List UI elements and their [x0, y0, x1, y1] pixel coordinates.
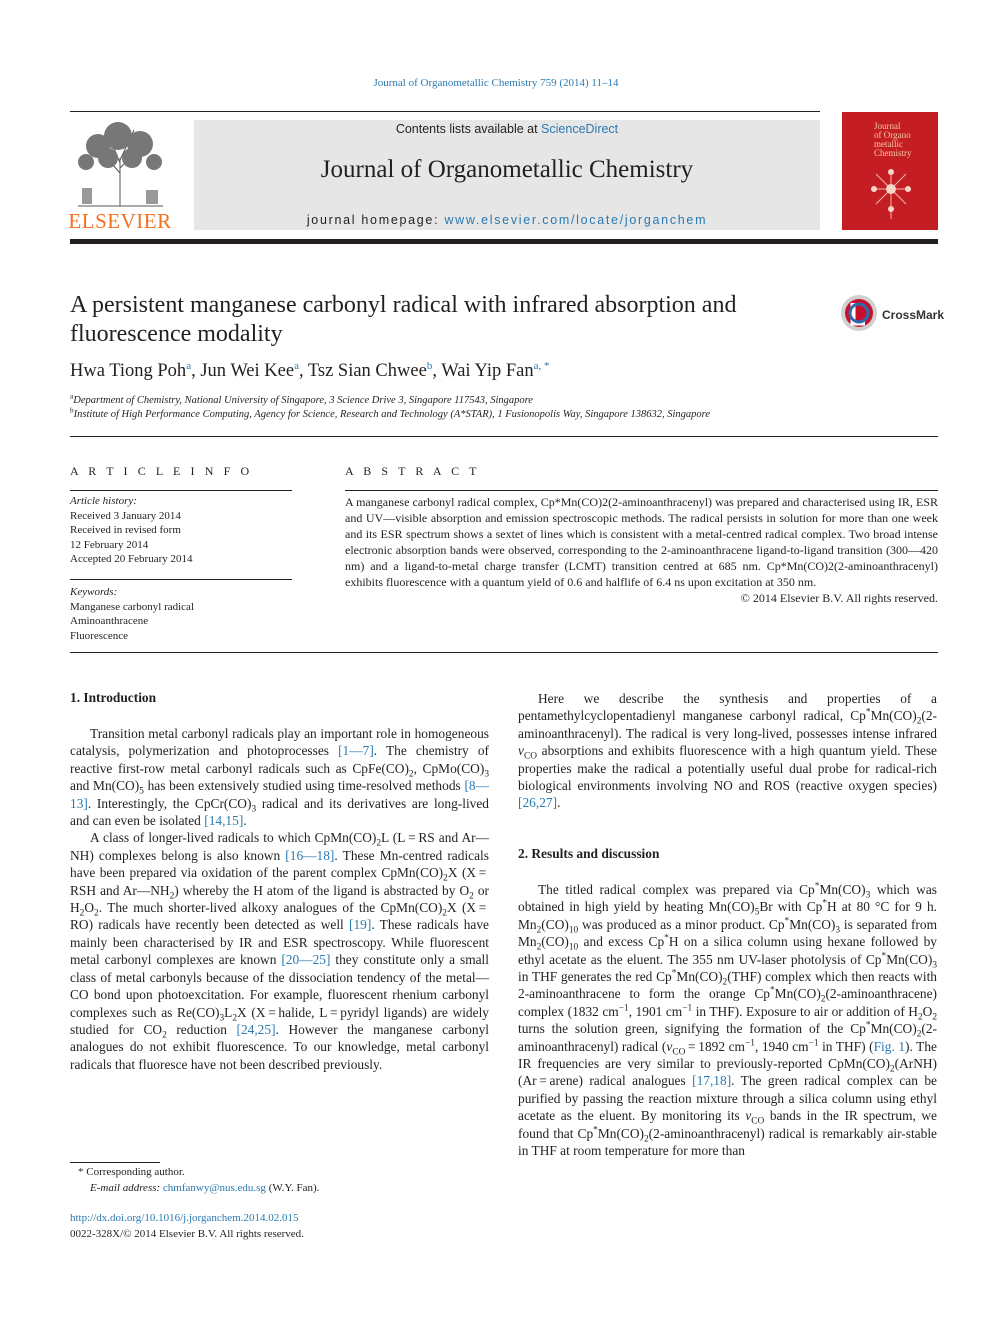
- introduction-body: Transition metal carbonyl radicals play an important role in homogeneous catalysis, polymerization and photoprocesses [1—7]. The chemistry of reactive first-row metal carbonyl radicals such as $CpFe(CO)_2$, $CpMo(CO)_3$ and $Mn(CO)_5$ has been extensively studied using time-resolved methods [8—13]. Interestingly, the $CpCr(CO)_3$ radical and its derivatives are long-lived and can even be isolated [14,15]. A class of longer-lived radicals to which $CpMn(CO)_2L$ (L = RS and Ar—NH) complexes belong is also known [16—18]. These Mn-centred radicals have been prepared via oxidation of the parent complex $CpMn(CO)_2X$ (X = RSH and $Ar—NH_2$) whereby the H atom of the ligand is abstracted by $O_2$ or $H_2O_2$. The much shorter-lived alkoxy analogues of the $CpMn(CO)_2X$ (X = RO) radicals have recently been detected as well [19]. These radicals have mainly been characterised by IR and ESR spectroscopy. While fluorescent metal carbonyl complexes are known [20—25] they constitute only a small class of metal carbonyls because of the dissociation tendency of the metal—CO bond upon photoexcitation. For example, fluorescent rhenium carbonyl complexes such as $Re(CO)_3L_2X$ (X = halide, L = pyridyl ligands) are widely studied for $CO_2$ reduction [24,25]. However the manganese carbonyl analogues do not exhibit fluorescence. To our knowledge, metal carbonyl radicals that fluoresce have not been described previously.: [70, 726, 490, 1072]
- author-affiliation-sup[interactable]: a: [294, 359, 299, 372]
- citation-link[interactable]: [17,18]: [692, 1073, 732, 1089]
- elsevier-logo: [68, 118, 172, 234]
- keyword: Fluorescence: [70, 629, 129, 642]
- homepage-line: [194, 213, 820, 227]
- author-affiliation-sup[interactable]: b: [426, 359, 433, 372]
- homepage-prefix: journal homepage:: [306, 213, 445, 227]
- footnote-rule: [70, 1162, 160, 1163]
- citation-link[interactable]: [24,25]: [236, 1021, 276, 1037]
- keywords: Keywords: Manganese carbonyl radical Aminoanthracene Fluorescence: [70, 586, 194, 642]
- email-note: E-mail address: chmfanwy@nus.edu.sg (W.Y. Fan).: [90, 1181, 320, 1194]
- abstract-rule: [345, 490, 938, 491]
- author-name: Jun Wei Kee: [200, 361, 295, 381]
- info-rule: [70, 490, 292, 491]
- crossmark-label: CrossMark: [882, 308, 945, 322]
- author-name: Wai Yip Fan: [441, 361, 534, 381]
- footnotes: [70, 1165, 319, 1196]
- doi-link[interactable]: http://dx.doi.org/10.1016/j.jorganchem.2014.02.015: [70, 1212, 299, 1224]
- results-body: The titled radical complex was prepared via $Cp^*Mn(CO)_3$ which was obtained in high yield by heating $Mn(CO)_5Br$ with Cp*H at 80 °C for 9 h. $Mn_2(CO)_{10}$ was produced as a minor product. $Cp^*Mn(CO)_3$ is separated from $Mn_2(CO)_{10}$ and excess Cp*H on a silica column using hexane followed by ethyl acetate as the eluent. The 355 nm UV-laser photolysis of $Cp^*Mn(CO)_3$ in THF generates the red $Cp^*Mn(CO)_2(THF)$ complex which then reacts with 2-aminoanthracene to form the orange $Cp^*Mn(CO)_2(2-aminoanthracene)$ complex (1832 $cm^{-1}$, 1901 $cm^{-1}$ in THF). Exposure to air or addition of $H_2O_2$ turns the solution green, signifying the formation of the $Cp^*Mn(CO)_2(2-aminoanthracenyl)$ radical ($\nu_{CO} = 1892$ $cm^{-1}$, 1940 $cm^{-1}$ in THF) (Fig. 1). The IR frequencies are very similar to previously-reported $CpMn(CO)_2(ArNH) (Ar$ = arene) radical analogues [17,18]. The green radical complex can be purified by passing the reaction mixture through a silica column using ethyl acetate as the eluent. By monitoring its $\nu_{CO}$ bands in the IR spectrum, we found that $Cp^*Mn(CO)_2(2-aminoanthracenyl)$ radical is remarkably air-stable in THF at room temperature for more than: [518, 881, 938, 1159]
- elsevier-tree-icon: [68, 118, 172, 210]
- author-affiliation-sup[interactable]: a, *: [533, 359, 550, 372]
- homepage-link[interactable]: www.elsevier.com/locate/jorganchem: [444, 213, 708, 227]
- figure-link[interactable]: Fig. 1: [873, 1038, 906, 1054]
- cover-molecule-icon: [866, 164, 916, 224]
- author-name: Hwa Tiong Poh: [70, 361, 187, 381]
- citation-link[interactable]: [20—25]: [281, 952, 331, 968]
- elsevier-wordmark: ELSEVIER: [68, 209, 172, 233]
- journal-reference-link[interactable]: Journal of Organometallic Chemistry 759 (2014) 11–14: [373, 77, 619, 89]
- citation-link[interactable]: [8—13]: [70, 778, 489, 811]
- affiliation-b: $^b$Institute of High Performance Computing, Agency for Science, Research and Technology (A*STAR), 1 Fusionopolis Way, Singapore 138632, Singapore: [70, 405, 711, 420]
- section-rule: [70, 652, 938, 653]
- keyword: Aminoanthracene: [70, 615, 149, 627]
- results-heading: 2. Results and discussion: [518, 846, 660, 861]
- corresponding-author-note: * Corresponding author.: [78, 1166, 185, 1178]
- citation-link[interactable]: [1—7]: [338, 743, 374, 759]
- article-title: A persistent manganese carbonyl radical with infrared absorption and fluorescence modality: [70, 292, 737, 347]
- sciencedirect-link[interactable]: ScienceDirect: [541, 122, 619, 136]
- author-name: Tsz Sian Chwee: [307, 361, 427, 381]
- doi-block: [70, 1211, 304, 1242]
- introduction-heading: 1. Introduction: [70, 690, 157, 705]
- section-rule: [70, 436, 938, 437]
- journal-cover-thumbnail[interactable]: [842, 112, 938, 230]
- journal-header-box: [194, 120, 820, 230]
- author-list: Hwa Tiong Poh$^a$, Jun Wei Kee$^a$, Tsz Sian Chwee$^b$, Wai Yip Fan$^{a, *}$: [70, 359, 550, 381]
- issn-line: 0022-328X/© 2014 Elsevier B.V. All rights reserved.: [70, 1227, 304, 1240]
- citation-link[interactable]: [14,15]: [204, 813, 244, 829]
- affiliation-a: $^a$Department of Chemistry, National University of Singapore, 3 Science Drive 3, Singapore 117543, Singapore: [70, 391, 533, 406]
- author-affiliation-sup[interactable]: a: [186, 359, 192, 372]
- citation-link[interactable]: [26,27]: [518, 795, 558, 811]
- article-history: Article history: Received 3 January 2014 Received in revised form 12 February 2014 Accepted 20 February 2014: [70, 495, 193, 565]
- header-rule: [70, 111, 820, 112]
- abstract-copyright: © 2014 Elsevier B.V. All rights reserved.: [740, 591, 938, 605]
- journal-title: Journal of Organometallic Chemistry: [320, 156, 694, 183]
- info-rule: [70, 579, 292, 580]
- contents-line: [194, 122, 820, 136]
- citation-link[interactable]: [19]: [349, 917, 372, 933]
- citation-link[interactable]: [16—18]: [285, 847, 335, 863]
- cover-title: Journal of Organo metallic Chemistry: [874, 121, 912, 158]
- abstract-heading: A B S T R A C T: [345, 464, 481, 478]
- crossmark-badge[interactable]: [840, 294, 945, 334]
- crossmark-icon: [840, 294, 878, 332]
- keyword: Manganese carbonyl radical: [70, 600, 194, 613]
- contents-prefix: Contents lists available at: [395, 122, 542, 136]
- email-link[interactable]: chmfanwy@nus.edu.sg: [162, 1181, 266, 1194]
- introduction-body-continued: Here we describe the synthesis and properties of a pentamethylcyclopentadienyl manganese carbonyl radical, $Cp^*Mn(CO)_2(2-aminoanthracenyl)$. The radical is very long-lived, possesses intense infrared $\nu_{CO}$ absorptions and exhibits fluorescence with a high quantum yield. These properties make the radical a potentially useful dual probe for radical-rich biological environments involving NO and ROS (reactive oxygen species) [26,27].: [518, 691, 937, 811]
- abstract-body: A manganese carbonyl radical complex, Cp*Mn(CO)2(2-aminoanthracenyl) was prepared and characterised using IR, ESR and UV—visible absorption and emission spectroscopic methods. The radical persists in solution for more than one week and its ESR spectrum shows a sextet of lines which is consistent with a metal-centred radical complex. Two broad intense electronic absorption bands were observed, corresponding to the 2-aminoanthracene ligand-to-ligand transition (300—420 nm) and a ligand-to-metal charge transfer (LCMT) transition centred at 685 nm. Cp*Mn(CO)2(2-aminoanthracenyl) exhibits fluorescence with a quantum yield of 0.6 and halflife of 6.4 ns upon excitation at 350 nm. © 2014 Elsevier B.V. All rights reserved.: [345, 495, 938, 605]
- article-info-heading: A R T I C L E I N F O: [70, 464, 253, 478]
- header-thick-rule: [70, 239, 938, 244]
